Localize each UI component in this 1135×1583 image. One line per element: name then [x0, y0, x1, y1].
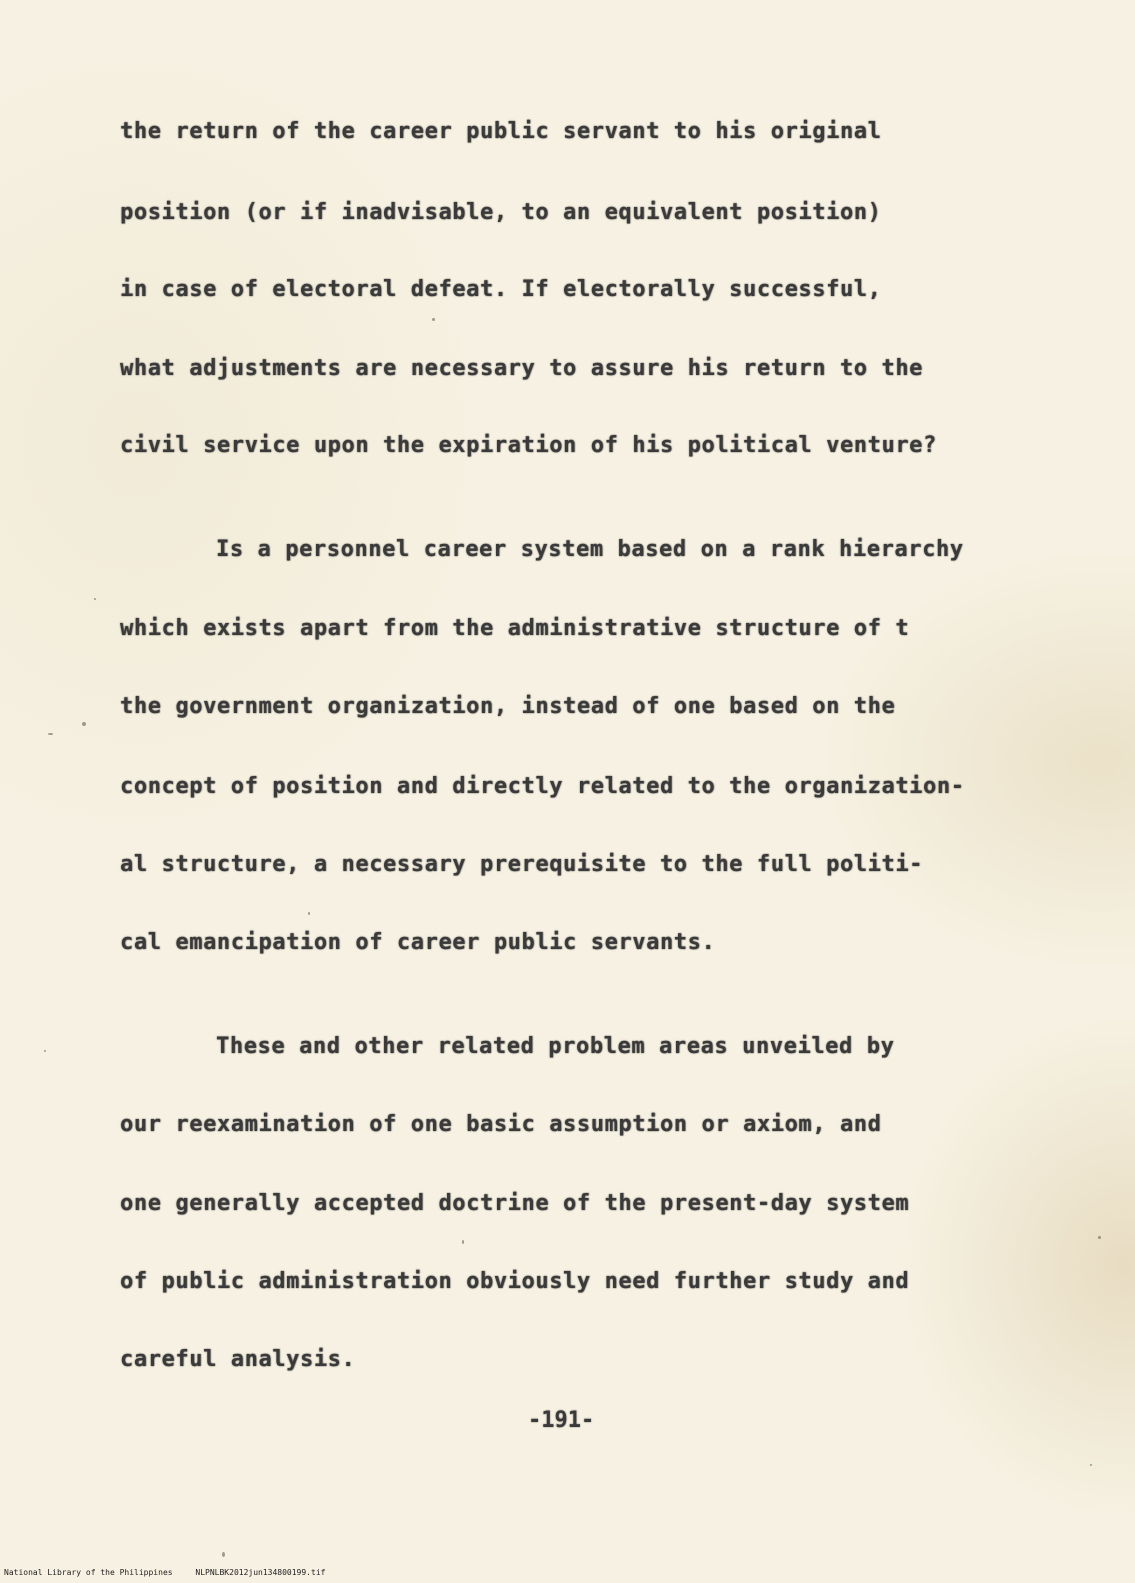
paper-speck	[222, 1552, 225, 1557]
text-line: the return of the career public servant to his original	[120, 119, 882, 144]
paper-speck	[1098, 1236, 1101, 1239]
paper-speck	[82, 722, 86, 726]
text-line: cal emancipation of career public servants.	[120, 930, 716, 955]
text-line: the government organization, instead of one based on the	[120, 694, 896, 719]
text-line: what adjustments are necessary to assure his return to the	[120, 356, 924, 381]
paper-speck	[94, 598, 96, 600]
text-line: careful analysis.	[120, 1347, 356, 1372]
paper-speck	[44, 1050, 46, 1052]
text-line: These and other related problem areas unveiled by	[216, 1034, 895, 1059]
paper-speck	[1090, 1464, 1092, 1466]
text-line: concept of position and directly related to the organization-	[120, 774, 965, 799]
scan-footer	[4, 1567, 325, 1579]
text-line: Is a personnel career system based on a rank hierarchy	[216, 537, 964, 562]
footer-file-id: NLPNLBK2012jun134800199.tif	[195, 1568, 326, 1577]
page-number: -191-	[528, 1408, 595, 1433]
text-line: of public administration obviously need further study and	[120, 1269, 910, 1294]
text-line: position (or if inadvisable, to an equivalent position)	[120, 200, 882, 225]
text-line: in case of electoral defeat. If electorally successful,	[120, 277, 882, 302]
text-line: one generally accepted doctrine of the present-day system	[120, 1191, 910, 1216]
paper-speck	[462, 1240, 464, 1244]
paper-speck	[48, 733, 53, 735]
text-line: civil service upon the expiration of his political venture?	[120, 433, 937, 458]
text-line: which exists apart from the administrative structure of t	[120, 616, 910, 641]
paper-speck	[308, 912, 310, 915]
footer-library-name: National Library of the Philippines	[4, 1568, 173, 1577]
text-line: al structure, a necessary prerequisite to the full politi-	[120, 852, 924, 877]
text-line: our reexamination of one basic assumption or axiom, and	[120, 1112, 882, 1137]
paper-speck	[432, 318, 435, 321]
